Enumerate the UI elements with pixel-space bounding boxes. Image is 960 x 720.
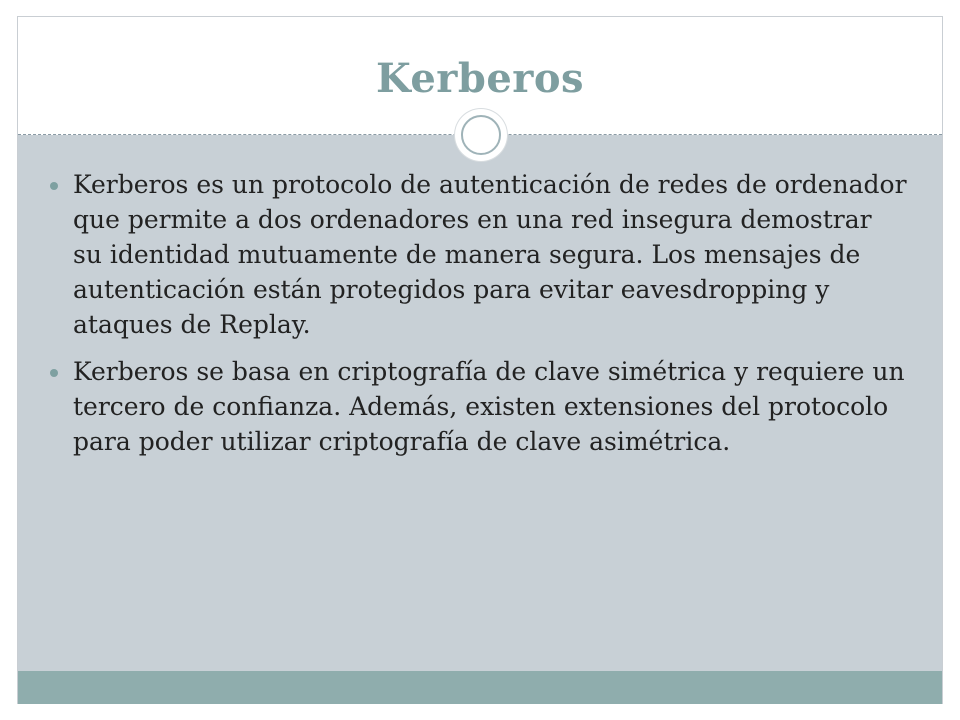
slide-title: Kerberos — [375, 55, 585, 102]
bullet-dot-icon — [50, 369, 58, 377]
bullet-list — [48, 167, 908, 471]
bullet-text: Kerberos es un protocolo de autenticación de redes de ordenador que permite a dos ordenadores en una red insegura demostrar su identidad mutuamente de manera segura. Los mensajes de autenticación están protegidos para evitar eavesdropping y ataques de Replay. — [73, 170, 907, 339]
footer-band — [18, 671, 942, 704]
bullet-item — [48, 167, 908, 342]
bullet-item — [48, 354, 908, 459]
bullet-dot-icon — [50, 182, 58, 190]
bullet-text: Kerberos se basa en criptografía de clave simétrica y requiere un tercero de confianza. Además, existen extensiones del protocolo para poder utilizar criptografía de clave asimétrica. — [73, 357, 905, 456]
circle-ring-icon — [455, 109, 507, 161]
circle-ring-inner — [461, 115, 501, 155]
slide — [17, 16, 943, 704]
